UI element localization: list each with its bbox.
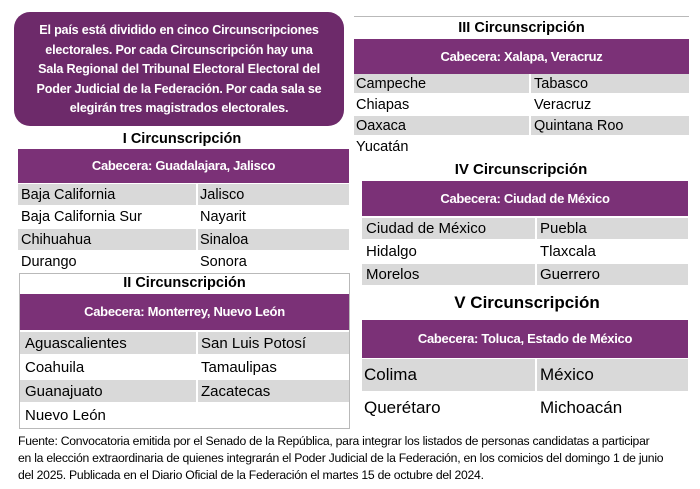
cell: Nayarit <box>198 206 349 227</box>
cell: Aguascalientes <box>20 332 196 354</box>
cell: Querétaro <box>362 392 535 424</box>
cell: Guanajuato <box>20 380 196 402</box>
circ2-title: II Circunscripción <box>123 275 246 291</box>
cell: Puebla <box>537 218 688 239</box>
circ4-table <box>362 181 688 287</box>
table-row <box>18 184 349 205</box>
circ3-cabecera: Cabecera: Xalapa, Veracruz <box>354 39 689 74</box>
footnote-line: Fuente: Convocatoria emitida por el Senado de la República, para integrar los listados de personas candidatas a participar <box>18 434 650 448</box>
intro-line: elegirán tres magistrados electorales. <box>69 101 289 115</box>
table-row <box>362 392 688 424</box>
cell: Zacatecas <box>198 380 349 402</box>
cell <box>531 137 689 156</box>
cell: Morelos <box>362 264 535 285</box>
table-row <box>18 251 349 272</box>
cell <box>198 404 349 426</box>
cell: Baja California <box>18 184 196 205</box>
circ3-title: III Circunscripción <box>458 20 585 36</box>
cell: San Luis Potosí <box>198 332 349 354</box>
table-row <box>20 380 349 402</box>
table-row <box>20 332 349 354</box>
cell: Tamaulipas <box>198 356 349 378</box>
footnote-line: en la elección extraordinaria de quienes integrarán el Poder Judicial de la Federación, en los comicios del domingo 1 de junio <box>18 451 664 465</box>
cell: Hidalgo <box>362 241 535 262</box>
cell: Chihuahua <box>18 229 196 250</box>
circ2-cabecera: Cabecera: Monterrey, Nuevo León <box>20 294 349 330</box>
table-row <box>354 116 689 135</box>
circ2-box <box>19 273 350 429</box>
cell: Veracruz <box>531 95 689 114</box>
cell: Baja California Sur <box>18 206 196 227</box>
cell: Jalisco <box>198 184 349 205</box>
cell: Chiapas <box>354 95 529 114</box>
intro-box <box>14 12 344 126</box>
source-footnote <box>18 433 688 484</box>
cell: Nuevo León <box>20 404 196 426</box>
circ1-title: I Circunscripción <box>122 131 242 147</box>
circ4-title: IV Circunscripción <box>454 161 588 178</box>
table-row <box>362 264 688 285</box>
table-row <box>362 241 688 262</box>
cell: Tabasco <box>531 74 689 93</box>
cell: Ciudad de México <box>362 218 535 239</box>
intro-line: Poder Judicial de la Federación. Por cada sala se <box>36 81 322 96</box>
table-row <box>362 359 688 391</box>
cell: Oaxaca <box>354 116 529 135</box>
circ4-cabecera: Cabecera: Ciudad de México <box>362 181 688 216</box>
table-row <box>354 74 689 93</box>
cell: Campeche <box>354 74 529 93</box>
cell: Durango <box>18 251 196 272</box>
cell: Sonora <box>198 251 349 272</box>
circ5-table <box>362 320 688 424</box>
table-row <box>18 229 349 250</box>
cell: Yucatán <box>354 137 529 156</box>
table-row <box>354 137 689 156</box>
footnote-line: del 2025. Publicada en el Diario Oficial de la Federación el martes 15 de octubre del 2024. <box>18 468 484 482</box>
cell: Sinaloa <box>198 229 349 250</box>
intro-line: electorales. Por cada Circunscripción hay una <box>45 42 313 57</box>
cell: Colima <box>362 359 535 391</box>
intro-line: Sala Regional del Tribunal Electoral Electoral del <box>38 62 320 76</box>
table-row <box>18 206 349 227</box>
cell: Coahuila <box>20 356 196 378</box>
cell: Guerrero <box>537 264 688 285</box>
circ1-table <box>18 149 349 273</box>
table-row <box>20 404 349 426</box>
cell: México <box>537 359 688 391</box>
circ1-cabecera: Cabecera: Guadalajara, Jalisco <box>18 149 349 183</box>
circ3-box <box>354 16 689 156</box>
circ5-title: V Circunscripción <box>454 293 600 312</box>
table-row <box>362 218 688 239</box>
cell: Quintana Roo <box>531 116 689 135</box>
intro-line: El país está dividido en cinco Circunscripciones <box>39 23 319 37</box>
cell: Michoacán <box>537 392 688 424</box>
table-row <box>20 356 349 378</box>
cell: Tlaxcala <box>537 241 688 262</box>
table-row <box>354 95 689 114</box>
circ5-cabecera: Cabecera: Toluca, Estado de México <box>362 320 688 358</box>
